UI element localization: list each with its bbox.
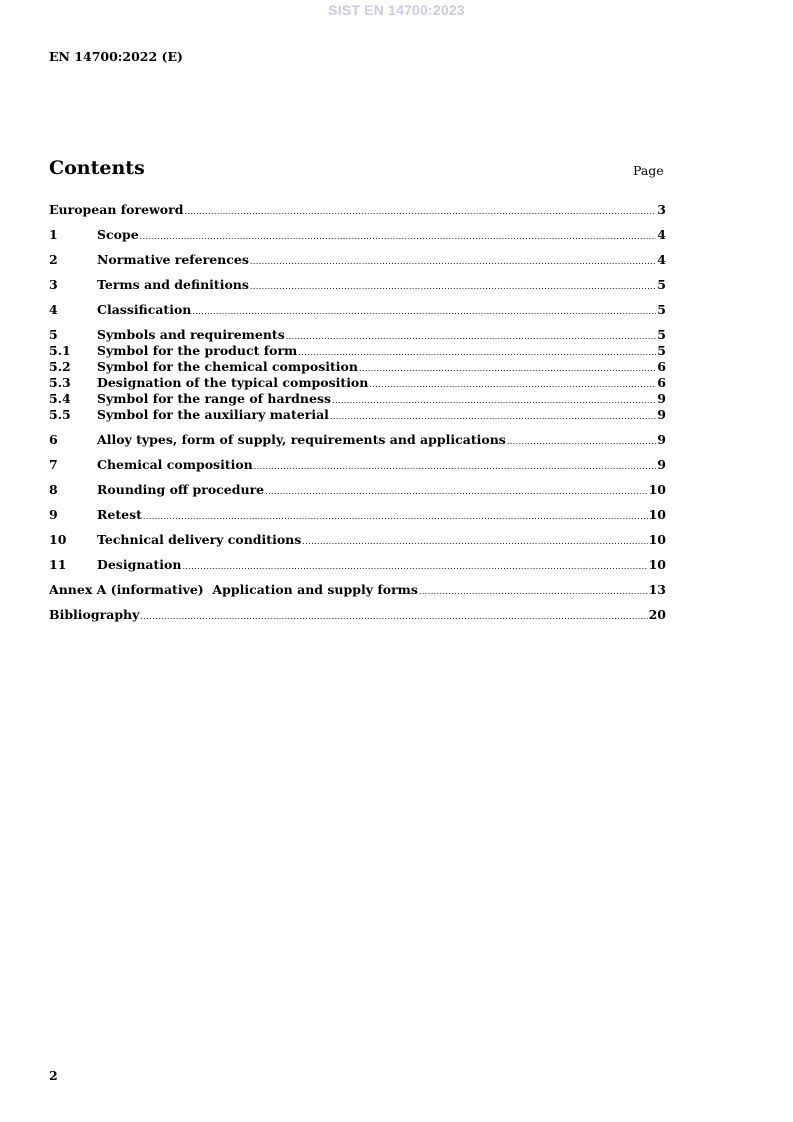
toc-entry-designation[interactable] <box>49 557 666 573</box>
toc-entry-title: Terms and definitions <box>97 277 249 292</box>
toc-entry-page: 3 <box>657 202 666 217</box>
toc-entry-number: 1 <box>49 227 58 242</box>
toc-entry-title: Normative references <box>97 252 249 267</box>
toc-entry-page: 10 <box>648 482 666 497</box>
toc-entry-alloy-types[interactable] <box>49 432 666 448</box>
toc-entry-retest[interactable] <box>49 507 666 523</box>
toc-leader-dots <box>265 484 647 498</box>
toc-entry-number: 9 <box>49 507 58 522</box>
toc-entry-page: 6 <box>657 375 666 390</box>
toc-leader-dots <box>359 361 656 375</box>
toc-entry-title: Annex A (informative) Application and supply forms <box>49 582 418 597</box>
toc-entry-typical-composition[interactable] <box>49 375 666 391</box>
table-of-contents <box>49 202 666 623</box>
toc-leader-dots <box>140 229 657 243</box>
document-id: EN 14700:2022 (E) <box>49 49 183 64</box>
toc-entry-page: 5 <box>657 302 666 317</box>
toc-entry-page: 9 <box>657 407 666 422</box>
toc-entry-title: Symbols and requirements <box>97 327 285 342</box>
toc-entry-title: Symbol for the chemical composition <box>97 359 358 374</box>
toc-leader-dots <box>330 409 656 423</box>
toc-entry-page: 20 <box>648 607 666 622</box>
toc-leader-dots <box>254 459 657 473</box>
toc-entry-symbols-and-requirements[interactable] <box>49 327 666 343</box>
toc-entry-bibliography[interactable] <box>49 607 666 623</box>
toc-entry-number: 2 <box>49 252 58 267</box>
toc-entry-page: 9 <box>657 457 666 472</box>
toc-entry-number: 3 <box>49 277 58 292</box>
toc-entry-annex-a[interactable] <box>49 582 666 598</box>
toc-entry-title: Symbol for the range of hardness <box>97 391 332 406</box>
toc-entry-number: 8 <box>49 482 58 497</box>
page-column-label: Page <box>633 163 664 178</box>
toc-entry-page: 5 <box>657 277 666 292</box>
toc-entry-page: 4 <box>657 252 666 267</box>
toc-leader-dots <box>192 304 656 318</box>
toc-entry-number: 5.2 <box>49 359 71 374</box>
toc-leader-dots <box>184 204 656 218</box>
toc-entry-number: 5.1 <box>49 343 71 358</box>
toc-entry-number: 5.5 <box>49 407 71 422</box>
toc-entry-number: 5.3 <box>49 375 71 390</box>
toc-entry-page: 10 <box>648 507 666 522</box>
toc-entry-page: 9 <box>657 391 666 406</box>
toc-entry-number: 5 <box>49 327 58 342</box>
toc-entry-product-form[interactable] <box>49 343 666 359</box>
toc-leader-dots <box>332 393 656 407</box>
toc-entry-page: 10 <box>648 532 666 547</box>
toc-entry-terms-and-definitions[interactable] <box>49 277 666 293</box>
toc-entry-page: 9 <box>657 432 666 447</box>
toc-entry-title: European foreword <box>49 202 184 217</box>
toc-entry-rounding-off-procedure[interactable] <box>49 482 666 498</box>
toc-entry-page: 5 <box>657 327 666 342</box>
toc-leader-dots <box>298 345 656 359</box>
toc-leader-dots <box>419 584 648 598</box>
toc-entry-classification[interactable] <box>49 302 666 318</box>
toc-leader-dots <box>250 279 656 293</box>
toc-leader-dots <box>182 559 647 573</box>
toc-entry-title: Rounding off procedure <box>97 482 265 497</box>
toc-entry-title: Bibliography <box>49 607 140 622</box>
toc-entry-scope[interactable] <box>49 227 666 243</box>
toc-entry-number: 10 <box>49 532 67 547</box>
page-number: 2 <box>49 1068 58 1083</box>
toc-entry-title: Designation <box>97 557 182 572</box>
toc-entry-number: 7 <box>49 457 58 472</box>
toc-entry-number: 4 <box>49 302 58 317</box>
toc-leader-dots <box>250 254 656 268</box>
toc-entry-title: Classification <box>97 302 192 317</box>
toc-entry-title: Chemical composition <box>97 457 253 472</box>
toc-leader-dots <box>369 377 656 391</box>
toc-entry-page: 6 <box>657 359 666 374</box>
toc-entry-title: Technical delivery conditions <box>97 532 302 547</box>
toc-entry-title: Symbol for the product form <box>97 343 298 358</box>
toc-entry-title: Scope <box>97 227 139 242</box>
toc-entry-page: 5 <box>657 343 666 358</box>
toc-entry-chemical-composition[interactable] <box>49 457 666 473</box>
toc-entry-page: 13 <box>648 582 666 597</box>
toc-entry-title: Alloy types, form of supply, requirements and applications <box>97 432 506 447</box>
toc-entry-title: Designation of the typical composition <box>97 375 369 390</box>
toc-entry-title: Retest <box>97 507 142 522</box>
toc-leader-dots <box>143 509 648 523</box>
toc-leader-dots <box>286 329 657 343</box>
toc-entry-technical-delivery-conditions[interactable] <box>49 532 666 548</box>
toc-entry-number: 6 <box>49 432 58 447</box>
toc-entry-page: 10 <box>648 557 666 572</box>
toc-entry-chemical-composition-symbol[interactable] <box>49 359 666 375</box>
toc-entry-european-foreword[interactable] <box>49 202 666 218</box>
page-title: Contents <box>49 157 145 179</box>
toc-entry-range-of-hardness[interactable] <box>49 391 666 407</box>
toc-entry-normative-references[interactable] <box>49 252 666 268</box>
toc-entry-page: 4 <box>657 227 666 242</box>
toc-entry-number: 5.4 <box>49 391 71 406</box>
toc-leader-dots <box>302 534 647 548</box>
toc-entry-auxiliary-material[interactable] <box>49 407 666 423</box>
toc-leader-dots <box>507 434 656 448</box>
toc-entry-number: 11 <box>49 557 67 572</box>
toc-leader-dots <box>140 609 647 623</box>
toc-entry-title: Symbol for the auxiliary material <box>97 407 329 422</box>
watermark: SIST EN 14700:2023 <box>328 2 465 18</box>
